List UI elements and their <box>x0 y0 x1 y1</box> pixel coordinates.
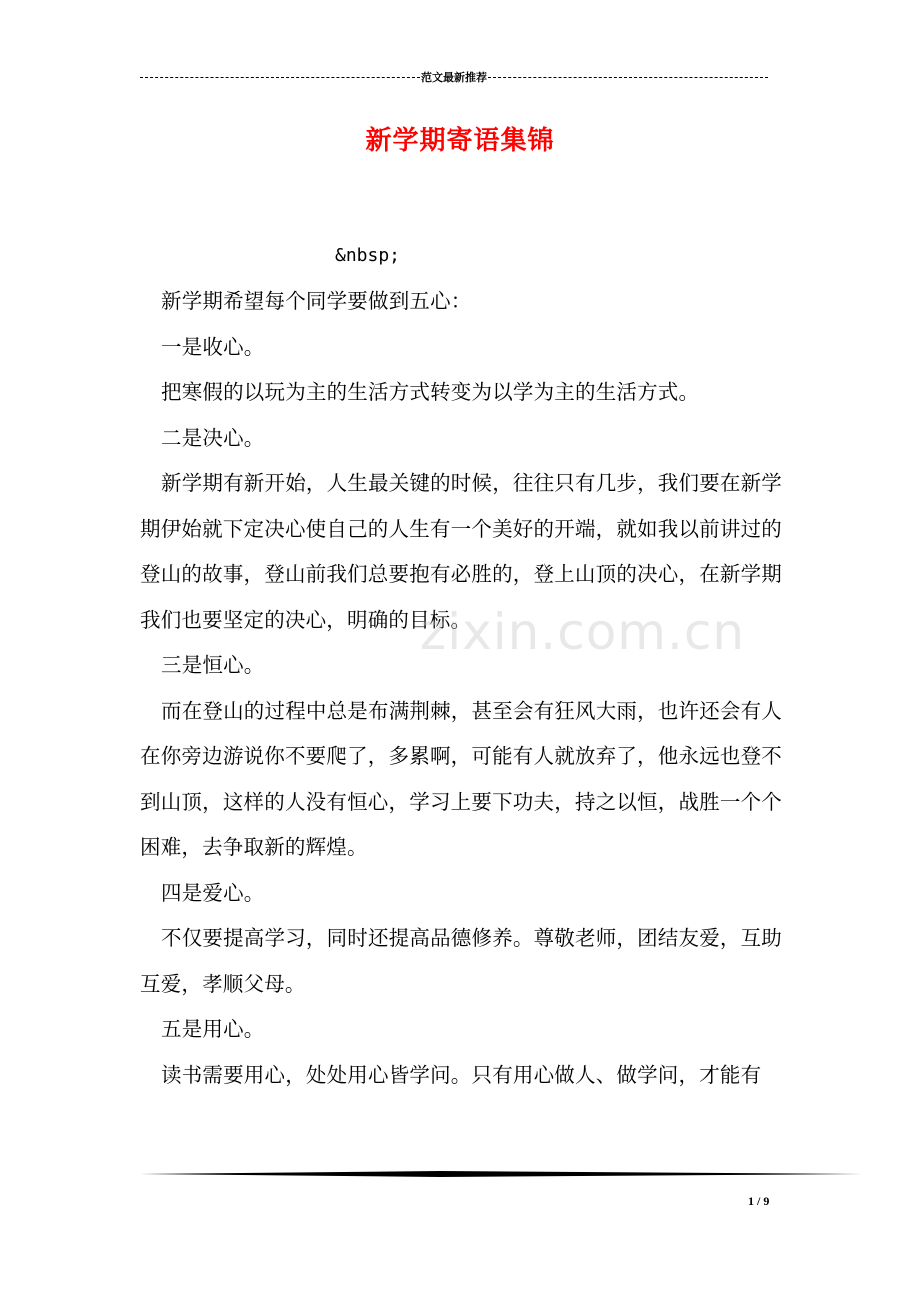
paragraph: 一是收心。 <box>161 334 265 359</box>
paragraph: 读书需要用心，处处用心皆学问。只有用心做人、做学问，才能有 <box>161 1062 762 1087</box>
paragraph: 五是用心。 <box>161 1017 265 1041</box>
document-title: 新学期寄语集锦 <box>365 126 555 156</box>
page-header <box>140 70 768 84</box>
watermark: zixin.com.cn <box>420 603 746 661</box>
nbsp-text: &nbsp; <box>335 245 401 266</box>
paragraph: 而在登山的过程中总是布满荆棘，甚至会有狂风大雨，也许还会有人在你旁边游说你不要爬了，多累啊，可能有人就放弃了，他永远也登不到山顶，这样的人没有恒心，学习上要下功夫，持之以恒，战胜一个个困难，去争取新的辉煌。 <box>140 698 782 859</box>
paragraph: 三是恒心。 <box>161 653 265 677</box>
paragraph: 新学期希望每个同学要做到五心： <box>161 289 472 313</box>
page-number: 1 / 9 <box>748 1194 770 1208</box>
paragraph: 新学期有新开始，人生最关键的时候，往往只有几步，我们要在新学期伊始就下定决心使自己的人生有一个美好的开端，就如我以前讲过的登山的故事，登山前我们总要抱有必胜的，登上山顶的决心，在新学期我们也要坚定的决心，明确的目标。 <box>140 471 782 632</box>
header-dashes-right <box>488 77 768 78</box>
paragraph: 不仅要提高学习，同时还提高品德修养。尊敬老师，团结友爱，互助互爱，孝顺父母。 <box>140 926 782 996</box>
footer-rule <box>140 1170 862 1178</box>
paragraph: 把寒假的以玩为主的生活方式转变为以学为主的生活方式。 <box>161 380 700 404</box>
header-label: 范文最新推荐 <box>421 71 487 84</box>
header-dashes-left <box>140 77 420 78</box>
document-body <box>140 233 782 1098</box>
paragraph: 四是爱心。 <box>161 880 265 905</box>
paragraph: 二是决心。 <box>161 425 265 450</box>
